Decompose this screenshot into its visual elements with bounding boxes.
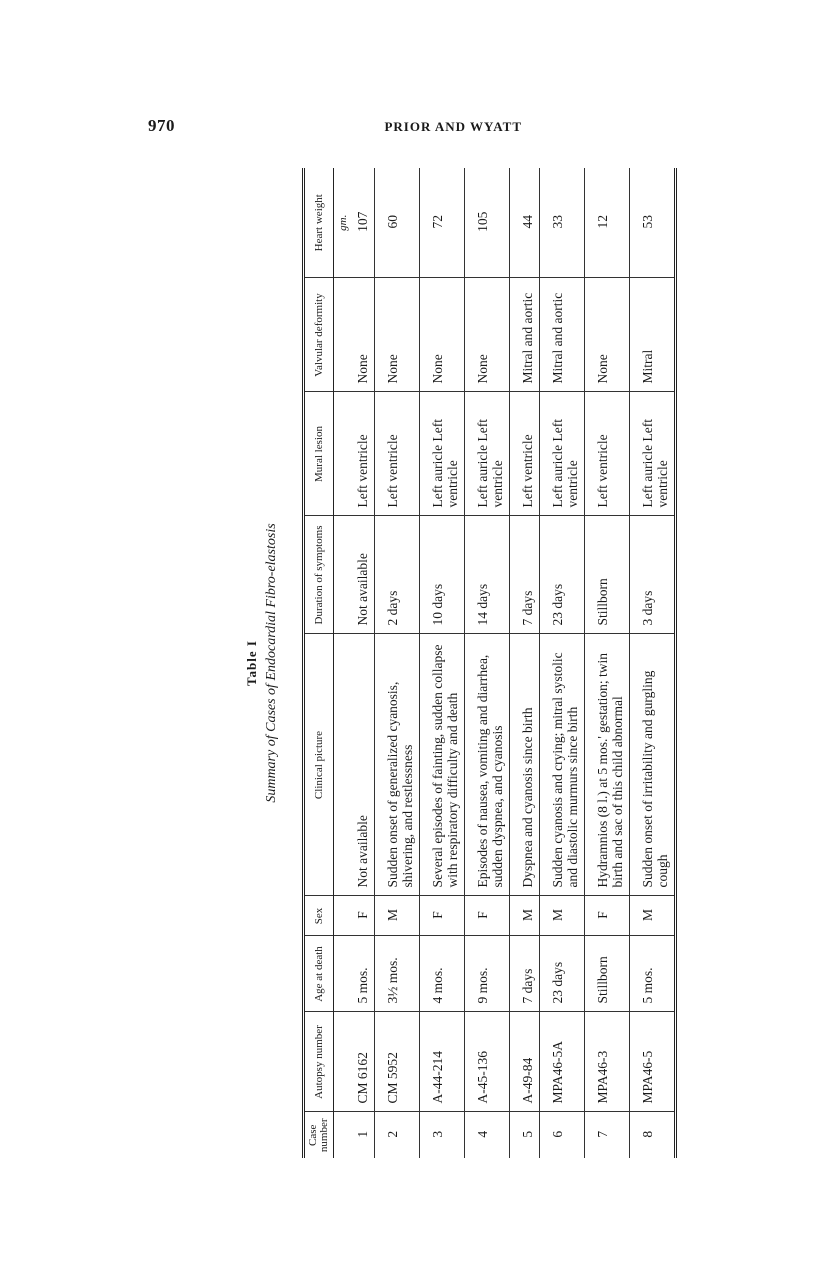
cell-sex: F (420, 896, 465, 936)
cell-autopsy-number: MPA46-3 (585, 1012, 630, 1112)
table-label: Table I (244, 640, 259, 686)
cell-clinical-picture: Episodes of nausea, vomiting and diarrhea, sudden dyspnea, and cyanosis (465, 634, 510, 896)
cell-valvular-deformity: Mitral (630, 278, 676, 392)
cell-age-at-death: 7 days (510, 936, 540, 1012)
heart-weight-unit: gm. (334, 168, 354, 278)
cell-heart-weight: 107 (353, 168, 375, 278)
table-caption (240, 168, 302, 1158)
cell-heart-weight: 44 (510, 168, 540, 278)
cell-duration: Stillborn (585, 516, 630, 634)
cell-clinical-picture: Sudden cyanosis and crying; mitral systolic and diastolic murmurs since birth (540, 634, 585, 896)
col-header-valvular-deformity: Valvular deformity (304, 278, 334, 392)
cell-mural-lesion: Left auricle Left ventricle (420, 392, 465, 516)
table-header-row (304, 168, 334, 1158)
cell-valvular-deformity: None (420, 278, 465, 392)
cell-clinical-picture: Sudden onset of irritability and gurgling cough (630, 634, 676, 896)
cell-valvular-deformity: None (353, 278, 375, 392)
col-header-case-number: Case number (304, 1112, 334, 1158)
cell-duration: 7 days (510, 516, 540, 634)
cell-autopsy-number: MPA46-5 (630, 1012, 676, 1112)
cell-heart-weight: 72 (420, 168, 465, 278)
table-row (630, 168, 676, 1158)
cell-case-number: 2 (375, 1112, 420, 1158)
cell-age-at-death: 4 mos. (420, 936, 465, 1012)
cell-age-at-death: 9 mos. (465, 936, 510, 1012)
cell-mural-lesion: Left auricle Left ventricle (540, 392, 585, 516)
table-row (465, 168, 510, 1158)
cell-clinical-picture: Dyspnea and cyanosis since birth (510, 634, 540, 896)
cases-table (302, 168, 677, 1158)
cell-valvular-deformity: None (375, 278, 420, 392)
cell-duration: Not available (353, 516, 375, 634)
table-title: Summary of Cases of Endocardial Fibro-elastosis (264, 523, 279, 803)
cell-mural-lesion: Left auricle Left ventricle (465, 392, 510, 516)
cell-age-at-death: 5 mos. (353, 936, 375, 1012)
cell-duration: 10 days (420, 516, 465, 634)
cell-valvular-deformity: Mitral and aortic (540, 278, 585, 392)
cell-duration: 14 days (465, 516, 510, 634)
col-header-mural-lesion: Mural lesion (304, 392, 334, 516)
cell-clinical-picture: Hydramnios (8 l.) at 5 mos.' gestation; twin birth and sac of this child abnormal (585, 634, 630, 896)
table-row (420, 168, 465, 1158)
col-header-heart-weight: Heart weight (304, 168, 334, 278)
cell-mural-lesion: Left ventricle (510, 392, 540, 516)
cell-autopsy-number: MPA46-5A (540, 1012, 585, 1112)
cell-valvular-deformity: None (465, 278, 510, 392)
table-row (353, 168, 375, 1158)
cell-valvular-deformity: Mitral and aortic (510, 278, 540, 392)
cell-clinical-picture: Sudden onset of generalized cyanosis, shivering, and restlessness (375, 634, 420, 896)
cell-sex: F (585, 896, 630, 936)
cell-autopsy-number: CM 5952 (375, 1012, 420, 1112)
col-header-age-at-death: Age at death (304, 936, 334, 1012)
table-row (375, 168, 420, 1158)
col-header-autopsy-number: Autopsy number (304, 1012, 334, 1112)
col-header-clinical-picture: Clinical picture (304, 634, 334, 896)
cell-duration: 23 days (540, 516, 585, 634)
cell-mural-lesion: Left ventricle (585, 392, 630, 516)
cell-clinical-picture: Not available (353, 634, 375, 896)
cell-autopsy-number: CM 6162 (353, 1012, 375, 1112)
cell-case-number: 7 (585, 1112, 630, 1158)
cell-case-number: 1 (353, 1112, 375, 1158)
rotated-table-block (240, 168, 680, 1158)
cell-heart-weight: 12 (585, 168, 630, 278)
page-number: 970 (148, 116, 175, 135)
cell-case-number: 3 (420, 1112, 465, 1158)
cell-mural-lesion: Left ventricle (375, 392, 420, 516)
cell-sex: M (540, 896, 585, 936)
cell-sex: M (375, 896, 420, 936)
table-row (540, 168, 585, 1158)
cell-sex: F (353, 896, 375, 936)
running-head (148, 116, 522, 136)
col-header-duration: Duration of symptoms (304, 516, 334, 634)
cell-clinical-picture: Several episodes of fainting, sudden collapse with respiratory difficulty and death (420, 634, 465, 896)
cell-heart-weight: 33 (540, 168, 585, 278)
cell-mural-lesion: Left auricle Left ventricle (630, 392, 676, 516)
cell-heart-weight: 60 (375, 168, 420, 278)
cell-case-number: 6 (540, 1112, 585, 1158)
cell-heart-weight: 53 (630, 168, 676, 278)
cell-autopsy-number: A-49-84 (510, 1012, 540, 1112)
cell-heart-weight: 105 (465, 168, 510, 278)
cell-duration: 2 days (375, 516, 420, 634)
cell-age-at-death: 3½ mos. (375, 936, 420, 1012)
cell-sex: M (630, 896, 676, 936)
col-header-sex: Sex (304, 896, 334, 936)
unit-row (334, 168, 354, 1158)
table-row (585, 168, 630, 1158)
cell-duration: 3 days (630, 516, 676, 634)
cell-autopsy-number: A-45-136 (465, 1012, 510, 1112)
cell-valvular-deformity: None (585, 278, 630, 392)
cell-case-number: 8 (630, 1112, 676, 1158)
cell-autopsy-number: A-44-214 (420, 1012, 465, 1112)
table-row (510, 168, 540, 1158)
cell-age-at-death: Stillborn (585, 936, 630, 1012)
running-title: PRIOR AND WYATT (384, 119, 522, 134)
cell-sex: F (465, 896, 510, 936)
cell-case-number: 4 (465, 1112, 510, 1158)
cell-age-at-death: 23 days (540, 936, 585, 1012)
cell-age-at-death: 5 mos. (630, 936, 676, 1012)
cell-mural-lesion: Left ventricle (353, 392, 375, 516)
cell-case-number: 5 (510, 1112, 540, 1158)
cell-sex: M (510, 896, 540, 936)
